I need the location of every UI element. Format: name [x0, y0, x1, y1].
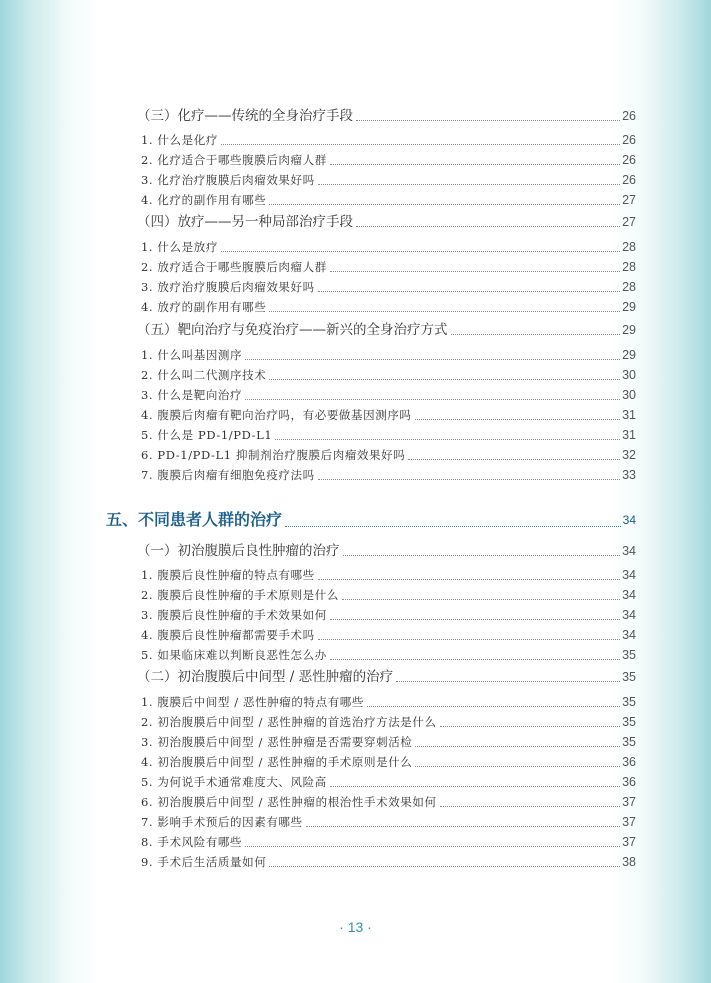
dot-leader	[269, 311, 620, 312]
toc-label: （四）放疗——另一种局部治疗手段	[137, 214, 353, 230]
toc-section[interactable]	[137, 542, 636, 560]
dot-leader	[275, 439, 620, 440]
toc-page-number: 36	[622, 755, 636, 769]
toc-label: 4. 化疗的副作用有哪些	[141, 193, 267, 207]
toc-page-number: 29	[622, 323, 636, 337]
dot-leader	[285, 526, 621, 527]
toc-chapter[interactable]	[106, 509, 636, 531]
dot-leader	[245, 846, 620, 847]
toc-entry[interactable]	[141, 366, 636, 384]
toc-entry[interactable]	[141, 606, 636, 624]
toc-page-number: 28	[622, 260, 636, 274]
dot-leader	[356, 120, 620, 121]
toc-label: 1. 什么叫基因测序	[141, 348, 243, 362]
toc-page-number: 30	[622, 388, 636, 402]
dot-leader	[318, 291, 620, 292]
toc-entry[interactable]	[141, 566, 636, 584]
toc-label: 4. 腹膜后良性肿瘤都需要手术吗	[141, 628, 315, 642]
toc-entry[interactable]	[141, 386, 636, 404]
toc-entry[interactable]	[141, 773, 636, 791]
dot-leader	[221, 251, 620, 252]
dot-leader	[245, 359, 620, 360]
toc-entry[interactable]	[141, 586, 636, 604]
toc-entry[interactable]	[141, 446, 636, 464]
toc-entry[interactable]	[141, 813, 636, 831]
toc-entry[interactable]	[141, 406, 636, 424]
dot-leader	[318, 479, 620, 480]
toc-page-number: 32	[622, 448, 636, 462]
toc-page-number: 27	[622, 193, 636, 207]
toc-label: （三）化疗——传统的全身治疗手段	[137, 108, 353, 124]
toc-entry[interactable]	[141, 426, 636, 444]
toc-page-number: 34	[622, 544, 636, 558]
dot-leader	[330, 786, 620, 787]
dot-leader	[451, 334, 621, 335]
toc-label: 3. 什么是靶向治疗	[141, 388, 243, 402]
toc-entry[interactable]	[141, 833, 636, 851]
toc-entry[interactable]	[141, 626, 636, 644]
toc-entry[interactable]	[141, 191, 636, 209]
toc-page-number: 36	[622, 775, 636, 789]
toc-label: 4. 放疗的副作用有哪些	[141, 300, 267, 314]
toc-label: （一）初治腹膜后良性肿瘤的治疗	[137, 543, 340, 559]
toc-label: 3. 腹膜后良性肿瘤的手术效果如何	[141, 608, 327, 622]
toc-section[interactable]	[137, 668, 636, 686]
dot-leader	[330, 619, 620, 620]
toc-label: 9. 手术后生活质量如何	[141, 855, 267, 869]
toc-label: 2. 化疗适合于哪些腹膜后肉瘤人群	[141, 153, 327, 167]
toc-entry[interactable]	[141, 171, 636, 189]
toc-page-number: 34	[622, 588, 636, 602]
dot-leader	[221, 144, 620, 145]
toc-page-number: 37	[622, 835, 636, 849]
toc-page-number: 34	[622, 568, 636, 582]
toc-label: 6. PD-1/PD-L1 抑制剂治疗腹膜后肉瘤效果好吗	[141, 448, 406, 462]
toc-page-number: 33	[622, 468, 636, 482]
dot-leader	[318, 184, 620, 185]
dot-leader	[343, 555, 621, 556]
toc-label: 1. 什么是放疗	[141, 240, 218, 254]
toc-label: 1. 什么是化疗	[141, 133, 218, 147]
dot-leader	[269, 379, 620, 380]
toc-label: 1. 腹膜后良性肿瘤的特点有哪些	[141, 568, 315, 582]
dot-leader	[269, 866, 620, 867]
toc-page-number: 35	[622, 715, 636, 729]
toc-label: 3. 初治腹膜后中间型 / 恶性肿瘤是否需要穿刺活检	[141, 735, 413, 749]
toc-page-number: 29	[622, 348, 636, 362]
toc-page-number: 37	[622, 795, 636, 809]
toc-page-number: 37	[622, 815, 636, 829]
toc-entry[interactable]	[141, 278, 636, 296]
toc-entry[interactable]	[141, 733, 636, 751]
dot-leader	[440, 726, 620, 727]
toc-page-number: 35	[622, 648, 636, 662]
toc-page-number: 30	[622, 368, 636, 382]
toc-label: （五）靶向治疗与免疫治疗——新兴的全身治疗方式	[137, 322, 448, 338]
dot-leader	[396, 681, 620, 682]
toc-label: （二）初治腹膜后中间型 / 恶性肿瘤的治疗	[137, 669, 394, 685]
toc-entry[interactable]	[141, 793, 636, 811]
toc-page-number: 26	[622, 109, 636, 123]
toc-entry[interactable]	[141, 298, 636, 316]
toc-label: 5. 如果临床难以判断良恶性怎么办	[141, 648, 327, 662]
toc-page-number: 34	[622, 608, 636, 622]
toc-label: 2. 什么叫二代测序技术	[141, 368, 267, 382]
dot-leader	[318, 579, 620, 580]
toc-entry[interactable]	[141, 346, 636, 364]
toc-page-number: 35	[622, 670, 636, 684]
toc-label: 4. 腹膜后肉瘤有靶向治疗吗，有必要做基因测序吗	[141, 408, 412, 422]
toc-label: 5. 为何说手术通常难度大、风险高	[141, 775, 327, 789]
dot-leader	[367, 706, 620, 707]
toc-entry[interactable]	[141, 693, 636, 711]
toc-label: 3. 化疗治疗腹膜后肉瘤效果好吗	[141, 173, 315, 187]
toc-label: 7. 腹膜后肉瘤有细胞免疫疗法吗	[141, 468, 315, 482]
toc-entry[interactable]	[141, 238, 636, 256]
toc-entry[interactable]	[141, 713, 636, 731]
toc-page-number: 29	[622, 300, 636, 314]
dot-leader	[330, 164, 620, 165]
toc-label: 1. 腹膜后中间型 / 恶性肿瘤的特点有哪些	[141, 695, 365, 709]
toc-page-number: 35	[622, 695, 636, 709]
toc-label: 8. 手术风险有哪些	[141, 835, 243, 849]
dot-leader	[356, 226, 620, 227]
dot-leader	[245, 399, 620, 400]
page-number: · 13 ·	[339, 919, 372, 935]
toc-section[interactable]	[137, 213, 636, 231]
dot-leader	[330, 659, 620, 660]
toc-label: 4. 初治腹膜后中间型 / 恶性肿瘤的手术原则是什么	[141, 755, 413, 769]
toc-label: 2. 放疗适合于哪些腹膜后肉瘤人群	[141, 260, 327, 274]
toc-page-number: 28	[622, 240, 636, 254]
toc-label: 2. 腹膜后良性肿瘤的手术原则是什么	[141, 588, 339, 602]
toc-page-number: 31	[622, 408, 636, 422]
dot-leader	[415, 766, 620, 767]
toc-label: 5. 什么是 PD-1/PD-L1	[141, 428, 273, 442]
toc-entry[interactable]	[141, 151, 636, 169]
dot-leader	[342, 599, 620, 600]
toc-page-number: 38	[622, 855, 636, 869]
toc-label: 2. 初治腹膜后中间型 / 恶性肿瘤的首选治疗方法是什么	[141, 715, 437, 729]
toc-page-number: 35	[622, 735, 636, 749]
toc-page-number: 26	[622, 133, 636, 147]
toc-page-number: 28	[622, 280, 636, 294]
toc-label: 7. 影响手术预后的因素有哪些	[141, 815, 303, 829]
dot-leader	[415, 746, 620, 747]
dot-leader	[269, 204, 620, 205]
dot-leader	[408, 459, 620, 460]
dot-leader	[318, 639, 620, 640]
toc-label: 3. 放疗治疗腹膜后肉瘤效果好吗	[141, 280, 315, 294]
dot-leader	[415, 419, 621, 420]
toc-entry[interactable]	[141, 646, 636, 664]
toc-page-number: 34	[622, 628, 636, 642]
toc-section[interactable]	[137, 321, 636, 339]
toc-page-number: 34	[622, 513, 636, 527]
toc-section[interactable]	[137, 107, 636, 125]
toc-entry[interactable]	[141, 753, 636, 771]
toc-label: 6. 初治腹膜后中间型 / 恶性肿瘤的根治性手术效果如何	[141, 795, 437, 809]
toc-page-number: 26	[622, 153, 636, 167]
dot-leader	[440, 806, 620, 807]
toc-page-number: 27	[622, 215, 636, 229]
chapter-title: 五、不同患者人群的治疗	[106, 510, 283, 529]
toc-entry[interactable]	[141, 258, 636, 276]
toc-page-number: 31	[622, 428, 636, 442]
toc-page-number: 26	[622, 173, 636, 187]
toc-entry[interactable]	[141, 466, 636, 484]
toc-entry[interactable]	[141, 131, 636, 149]
dot-leader	[330, 271, 620, 272]
dot-leader	[306, 826, 620, 827]
toc-entry[interactable]	[141, 853, 636, 871]
